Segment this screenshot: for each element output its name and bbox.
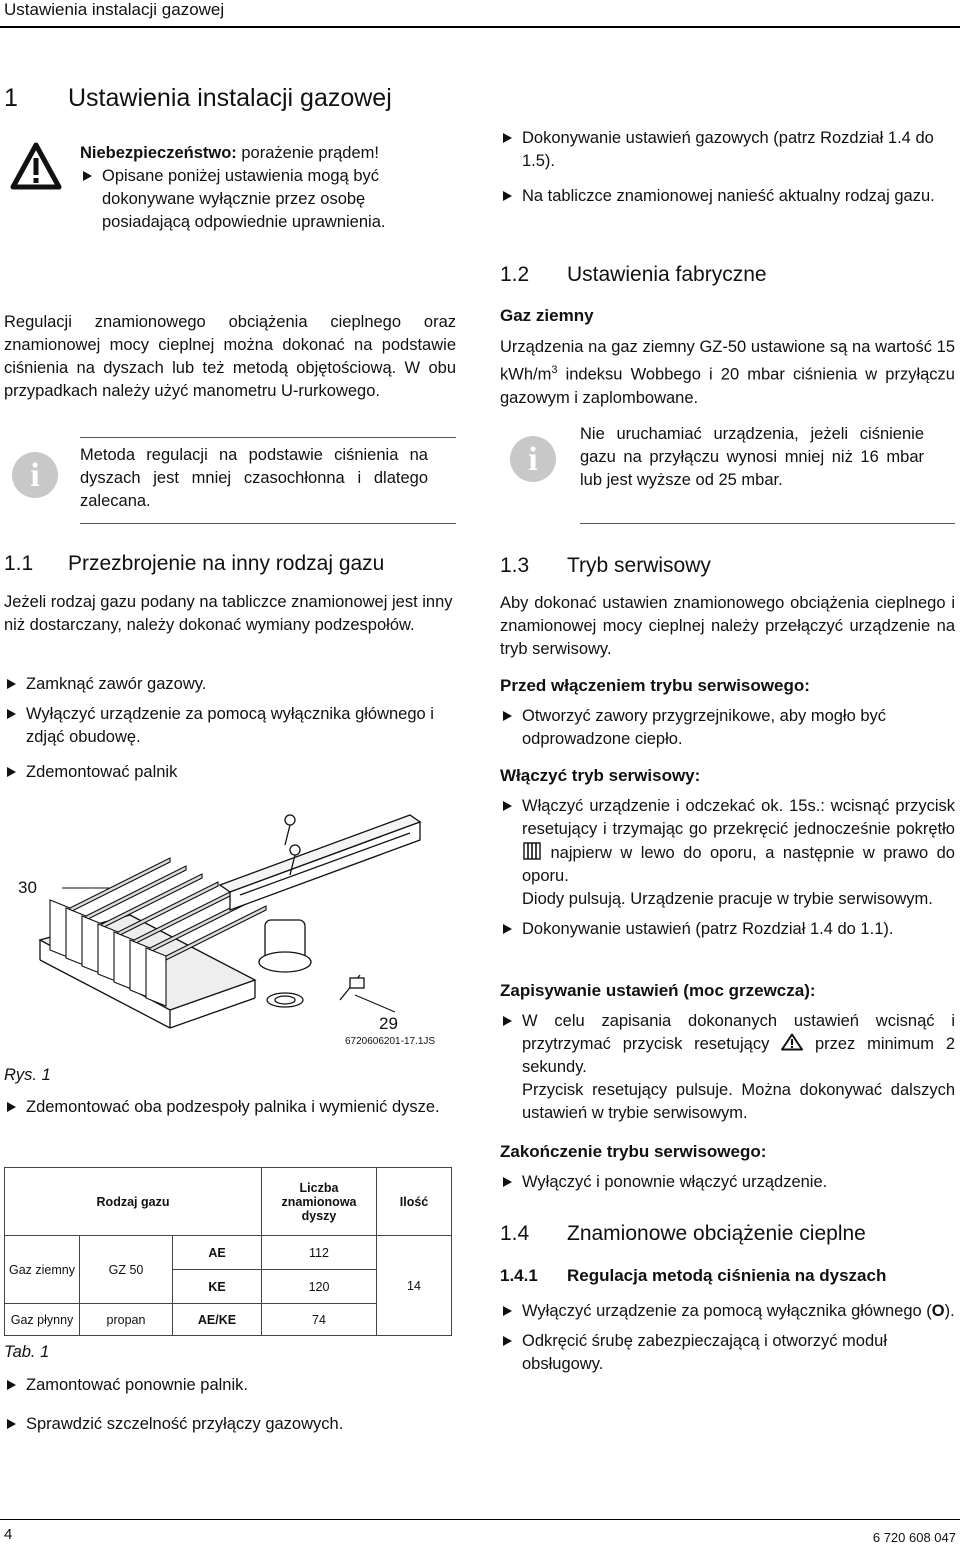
nozzle-table [4,1167,452,1336]
section-title: Znamionowe obciążenie cieplne [567,1222,866,1245]
bullet-text: Sprawdzić szczelność przyłączy gazowych. [26,1415,344,1433]
bullet-arrow-icon [7,1380,16,1390]
section-title: Regulacja metodą ciśnienia na dyszach [567,1266,887,1285]
section-1-1-heading [4,552,385,576]
warning-block [80,142,400,234]
bullet-text: najpierw w lewo do oporu, a następnie w prawo do oporu. [522,844,955,885]
section-1-4-1-heading [500,1266,887,1286]
table-cell: 74 [262,1304,377,1336]
bullet-arrow-icon [7,767,16,777]
step-item [500,185,955,208]
section-number: 1.3 [500,554,530,577]
info-icon: i [12,452,58,498]
table-cell: KE [173,1270,262,1304]
bullet-arrow-icon [503,801,512,811]
section-1-intro: Regulacji znamionowego obciążenia cieplnego oraz znamionowej mocy cieplnej można dokonać na podstawie ciśnienia na dyszach lub też metodą objętościową. W obu przypadkach należy użyć manometru U-rurkowego. [4,313,456,400]
section-number: 1 [4,84,18,112]
step-item [4,1374,456,1397]
bullet-text: Dokonywanie ustawień gazowych (patrz Rozdział 1.4 do 1.5). [522,129,934,170]
bullet-arrow-icon [503,133,512,143]
section-1-heading [4,84,392,113]
info-note: Nie uruchamiać urządzenia, jeżeli ciśnienie gazu na przyłączu wynosi mniej niż 16 mbar lub jest wyższe od 25 mbar. [580,425,924,489]
section-1-2-heading [500,263,767,287]
bullet-text: ). [944,1302,955,1320]
figure-label-29: 29 [379,1014,398,1033]
service-on-steps [500,795,955,941]
right-top-steps [500,127,955,208]
col-header-gas-type: Rodzaj gazu [5,1168,262,1236]
step-item [500,918,955,941]
bullet-text: Na tabliczce znamionowej nanieść aktualny rodzaj gazu. [522,187,935,205]
bullet-text: Zamknąć zawór gazowy. [26,675,207,693]
section-title: Ustawienia instalacji gazowej [68,84,392,112]
bullet-text: Zamontować ponownie palnik. [26,1376,248,1394]
reset-triangle-icon [781,1033,803,1051]
bullet-text: przez minimum 2 sekundy. [522,1035,956,1076]
bullet-arrow-icon [503,924,512,934]
end-step [500,1171,955,1194]
section-title: Przezbrojenie na inny rodzaj gazu [68,552,385,575]
footer-rule [0,1519,960,1520]
section-number: 1.1 [4,552,34,575]
table-cell: 14 [377,1236,452,1336]
figure-caption: Rys. 1 [4,1066,51,1084]
bullet-arrow-icon [83,171,92,181]
bullet-text: Diody pulsują. Urządzenie pracuje w trybie serwisowym. [522,890,933,908]
section-number: 1.4.1 [500,1266,538,1285]
step-item [500,127,955,173]
factory-settings-text [500,336,955,410]
info-rule-top [80,437,456,438]
bullet-text: Zdemontować palnik [26,763,178,781]
section-title: Tryb serwisowy [567,554,711,577]
running-header-title: Ustawienia instalacji gazowej [4,0,225,19]
bullet-arrow-icon [503,711,512,721]
warning-bullet [80,165,400,234]
step-item [500,1171,955,1194]
callout-line-29 [355,995,395,1012]
table-cell: Gaz płynny [5,1304,80,1336]
text-part: indeksu Wobbego i 20 mbar ciśnienia w przyłączu gazowym i zaplombowane. [500,365,955,407]
text-part: Urządzenia na gaz ziemny GZ-50 ustawione są na wartość 15 kWh/m [500,338,955,384]
table-row [5,1236,452,1270]
section-title: Ustawienia fabryczne [567,263,767,286]
table-cell: GZ 50 [80,1236,173,1304]
bullet-text: Odkręcić śrubę zabezpieczającą i otworzyć moduł obsługowy. [522,1332,887,1373]
bullet-text: Przycisk resetujący pulsuje. Można dokonywać dalszych ustawień w trybie serwisowym. [522,1081,955,1122]
nozzle-pressure-steps [500,1300,955,1376]
save-steps [500,1010,955,1125]
step-list-1 [4,673,456,784]
bullet-arrow-icon [503,1306,512,1316]
service-mode-intro: Aby dokonać ustawien znamionowego obciążenia cieplnego i znamionowej mocy cieplnej należy przełączyć urządzenie na tryb serwisowy. [500,594,955,658]
bullet-text: Wyłączyć urządzenie za pomocą wyłącznika głównego ( [522,1302,932,1320]
table-cell: 120 [262,1270,377,1304]
step-item [4,1096,456,1119]
subheading-save-settings: Zapisywanie ustawień (moc grzewcza): [500,981,816,1000]
bullet-arrow-icon [7,709,16,719]
warning-triangle-icon [10,142,62,190]
section-number: 1.2 [500,263,530,286]
info-rule-bottom [580,523,955,524]
warning-lead: Niebezpieczeństwo: [80,144,237,162]
superscript: 3 [551,364,558,376]
bullet-text: Otworzyć zawory przygrzejnikowe, aby mogło być odprowadzone ciepło. [522,707,887,748]
step-item [500,1300,955,1323]
table-cell: AE [173,1236,262,1270]
figure-label-30: 30 [18,878,37,897]
bullet-arrow-icon [7,1419,16,1429]
subheading-service-on: Włączyć tryb serwisowy: [500,766,701,785]
bullet-arrow-icon [503,1016,512,1026]
step-item [500,705,955,751]
page-number: 4 [4,1526,13,1543]
step-item [500,1010,955,1125]
table-cell: propan [80,1304,173,1336]
info-rule-bottom [80,523,456,524]
bullet-text: Wyłączyć urządzenie za pomocą wyłącznika głównego i zdjąć obudowę. [26,705,434,746]
figure-code: 6720606201-17.1JS [345,1036,436,1047]
bullet-text: Zdemontować oba podzespoły palnika i wymienić dysze. [26,1098,440,1116]
info-icon: i [510,436,556,482]
bullet-text: Opisane poniżej ustawienia mogą być dokonywane wyłącznie przez osobę posiadającą odpowiednie uprawnienia. [102,167,386,231]
table-cell: Gaz ziemny [5,1236,80,1304]
bullet-arrow-icon [503,1177,512,1187]
step-item [4,703,456,749]
warning-message: porażenie prądem! [236,144,379,162]
running-header [0,0,960,28]
section-1-1-intro: Jeżeli rodzaj gazu podany na tabliczce znamionowej jest inny niż dostarczany, należy dokonać wymiany podzespołów. [4,593,453,634]
section-number: 1.4 [500,1222,530,1245]
table-cell: AE/KE [173,1304,262,1336]
document-number: 6 720 608 047 [872,1530,956,1545]
step-item [500,1330,955,1376]
col-header-qty: Ilość [377,1168,452,1236]
table-header-row [5,1168,452,1236]
section-1-4-heading [500,1222,866,1246]
bullet-arrow-icon [7,679,16,689]
step-item [4,1413,456,1436]
bullet-arrow-icon [7,1102,16,1112]
before-step [500,705,955,751]
temperature-knob-icon [522,841,542,861]
subheading-gaz-ziemny: Gaz ziemny [500,306,594,325]
info-note: Metoda regulacji na podstawie ciśnienia na dyszach jest mniej czasochłonna i dlatego zalecana. [80,446,428,510]
warning-text [80,142,400,165]
off-symbol: O [931,1302,945,1320]
bullet-text: Dokonywanie ustawień (patrz Rozdział 1.4 do 1.1). [522,920,894,938]
step-item [500,795,955,911]
table-cell: 112 [262,1236,377,1270]
table-caption: Tab. 1 [4,1343,50,1361]
subheading-before-service: Przed włączeniem trybu serwisowego: [500,676,810,695]
section-1-3-heading [500,554,711,578]
bullet-arrow-icon [503,191,512,201]
step-item [4,761,456,784]
subheading-service-end: Zakończenie trybu serwisowego: [500,1142,767,1161]
bullet-text: Wyłączyć i ponownie włączyć urządzenie. [522,1173,828,1191]
bullet-text: Włączyć urządzenie i odczekać ok. 15s.: wcisnąć przycisk resetujący i trzymając go przekręcić jednocześnie pokrętło [522,797,955,838]
step-after-figure [4,1096,456,1119]
col-header-nozzle-number: Liczba znamionowa dyszy [262,1168,377,1236]
step-item [4,673,456,696]
bullet-text: W celu zapisania dokonanych ustawień wcisnąć i przytrzymać przycisk resetujący [522,1012,955,1053]
final-steps [4,1374,456,1436]
bullet-arrow-icon [503,1336,512,1346]
